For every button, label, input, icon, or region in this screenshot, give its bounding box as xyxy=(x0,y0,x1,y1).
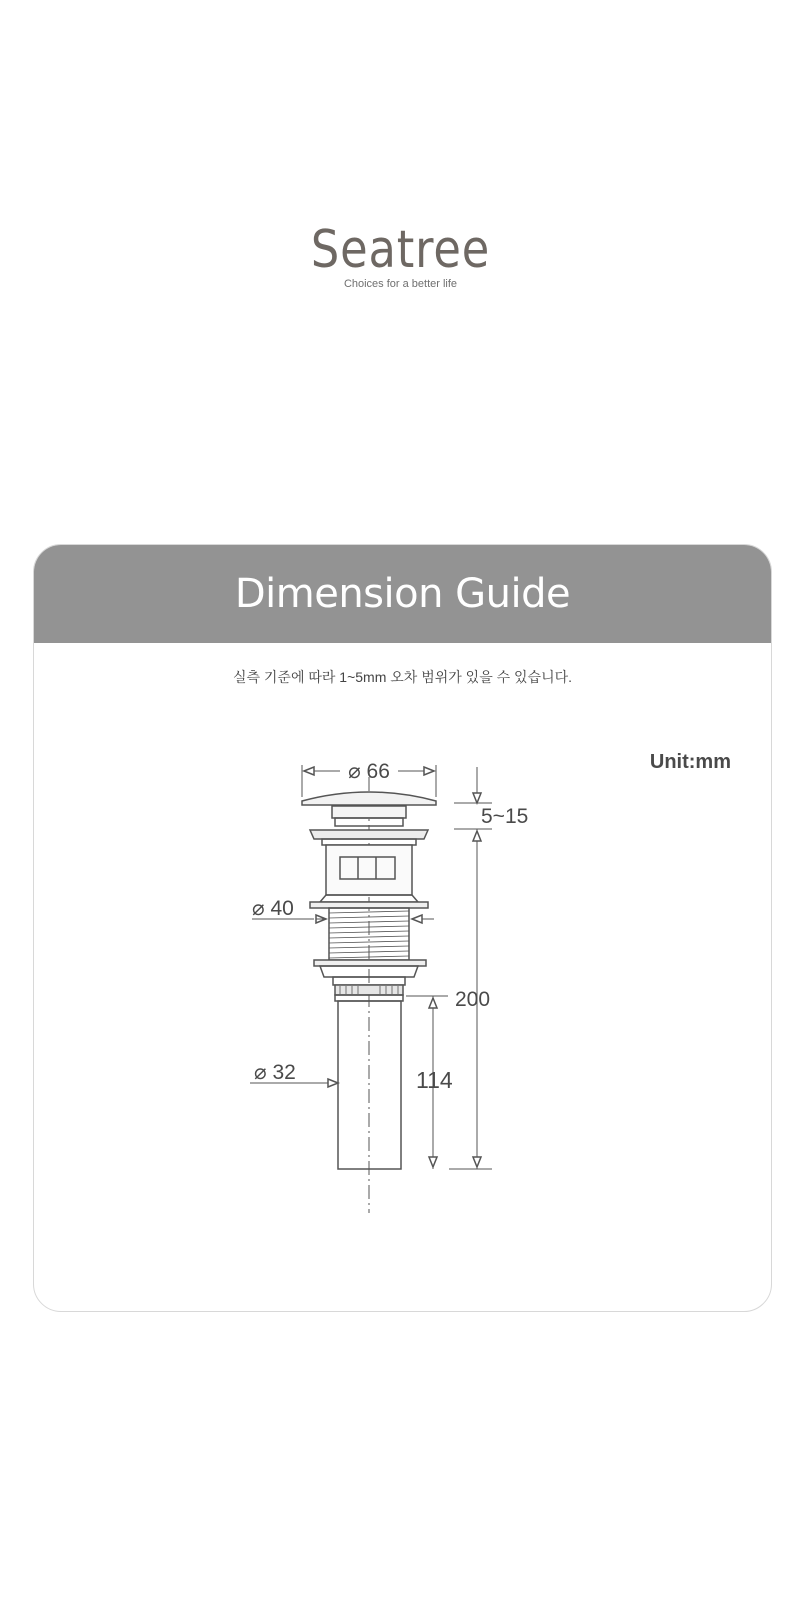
brand-name: Seatree xyxy=(310,220,491,280)
dimension-guide-title: Dimension Guide xyxy=(34,545,771,643)
pipe-diameter-label: ⌀ 32 xyxy=(254,1061,296,1084)
cap-height-label: 5~15 xyxy=(481,805,529,828)
brand-logo xyxy=(0,222,801,290)
total-length-label: 200 xyxy=(455,988,491,1011)
dimension-guide-card xyxy=(33,544,772,1312)
thread-diameter-label: ⌀ 40 xyxy=(252,897,294,920)
cap-diameter-label: ⌀ 66 xyxy=(348,760,390,783)
unit-label: Unit:mm xyxy=(649,751,731,773)
drain-dimension-diagram xyxy=(34,545,772,1312)
measurement-tolerance-note: 실측 기준에 따라 1~5mm 오차 범위가 있을 수 있습니다. xyxy=(232,669,573,685)
pipe-length-label: 114 xyxy=(416,1067,453,1093)
brand-tagline: Choices for a better life xyxy=(343,278,458,290)
